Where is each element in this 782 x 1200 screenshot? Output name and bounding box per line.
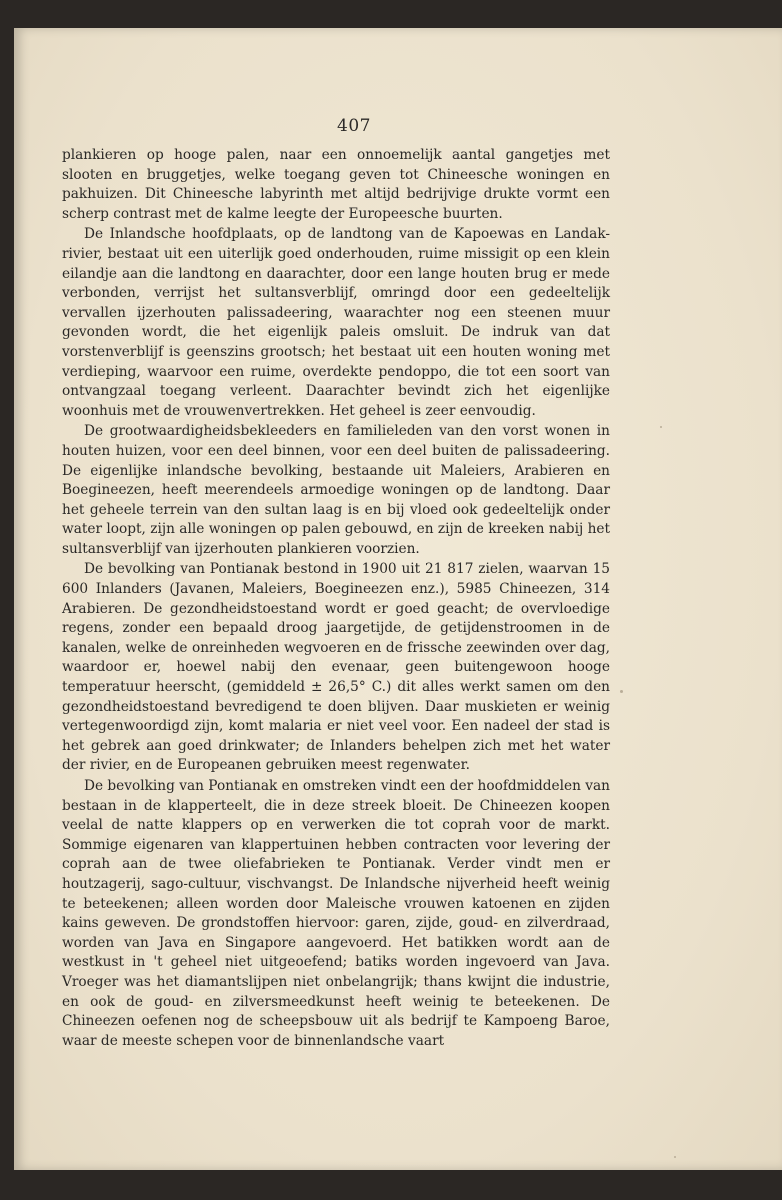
paper-speck xyxy=(674,1156,676,1158)
paragraph: De bevolking van Pontianak en omstreken vindt een der hoofdmiddelen van bestaan in de klapperteelt, die in deze streek bloeit. De Chineezen koopen veelal de natte klappers op en verwerken die tot coprah voor de markt. Sommige eigenaren van klappertuinen hebben contracten voor levering der coprah aan de twee oliefabrieken te Pontianak. Verder vindt men er houtzagerij, sago-cultuur, vischvangst. De Inlandsche nijverheid heeft weinig te beteekenen; alleen worden door Maleische vrouwen katoenen en zijden kains geweven. De grondstoffen hiervoor: garen, zijde, goud- en zilverdraad, worden van Java en Singapore aangevoerd. Het batikken wordt aan de westkust in 't geheel niet uitgeoefend; batiks worden ingevoerd van Java. Vroeger was het diamantslijpen niet onbelangrijk; thans kwijnt die industrie, en ook de goud- en zilversmeedkunst heeft weinig te beteekenen. De Chineezen oefenen nog de scheepsbouw uit als bedrijf te Kampoeng Baroe, waar de meeste schepen voor de binnenlandsche vaart xyxy=(62,778,610,1049)
paper-speck xyxy=(660,426,662,428)
paper-speck xyxy=(620,690,623,693)
paragraph: De grootwaardigheidsbekleeders en familieleden van den vorst wonen in houten huizen, voor een deel binnen, voor een deel buiten de palissadeering. De eigenlijke inlandsche bevolking, bestaande uit Maleiers, Arabieren en Boegineezen, heeft meerendeels armoedige woningen op de landtong. Daar het geheele terrein van den sultan laag is en bij vloed ook gedeeltelijk onder water loopt, zijn alle woningen op palen gebouwd, en zijn de kreeken nabij het sultansverblijf van ijzerhouten plankieren voorzien. xyxy=(62,423,610,557)
page-number: 407 xyxy=(337,116,371,136)
paragraph: De bevolking van Pontianak bestond in 1900 uit 21 817 zielen, waarvan 15 600 Inlanders (Javanen, Maleiers, Boegineezen enz.), 5985 Chineezen, 314 Arabieren. De gezondheidstoestand wordt er goed geacht; de overvloedige regens, zonder een bepaald droog jaargetijde, de getijdenstroomen in de kanalen, welke de onreinheden wegvoeren en de frissche zeewinden over dag, waardoor er, hoewel nabij den evenaar, geen buitengewoon hooge temperatuur heerscht, (gemiddeld ± 26,5° C.) dit alles werkt samen om den gezondheidstoestand bevredigend te doen blijven. Daar muskieten er weinig vertegenwoordigd zijn, komt malaria er niet veel voor. Een nadeel der stad is het gebrek aan goed drinkwater; de Inlanders behelpen zich met het water der rivier, en de Europeanen gebruiken meest regenwater. xyxy=(62,561,610,774)
paragraph: plankieren op hooge palen, naar een onnoemelijk aantal gangetjes met slooten en bruggetjes, welke toegang geven tot Chineesche woningen en pakhuizen. Dit Chineesche labyrinth met altijd bedrijvige drukte vormt een scherp contrast met de kalme leegte der Europeesche buurten. xyxy=(62,147,610,222)
body-text xyxy=(62,146,610,1051)
paragraph: De Inlandsche hoofdplaats, op de landtong van de Kapoewas en Landak-rivier, bestaat uit een uiterlijk goed onderhouden, ruime missigit op een klein eilandje aan die landtong en daarachter, door een lange houten brug er mede verbonden, verrijst het sultansverblijf, omringd door een gedeeltelijk vervallen ijzerhouten palissadeering, waarachter nog een steenen muur gevonden wordt, die het eigenlijk paleis omsluit. De indruk van dat vorstenverblijf is geenszins grootsch; het bestaat uit een houten woning met verdieping, waarvoor een ruime, overdekte pendoppo, die tot een soort van ontvangzaal toegang verleent. Daarachter bevindt zich het eigenlijke woonhuis met de vrouwenvertrekken. Het geheel is zeer eenvoudig. xyxy=(62,226,610,419)
book-page xyxy=(14,28,782,1170)
